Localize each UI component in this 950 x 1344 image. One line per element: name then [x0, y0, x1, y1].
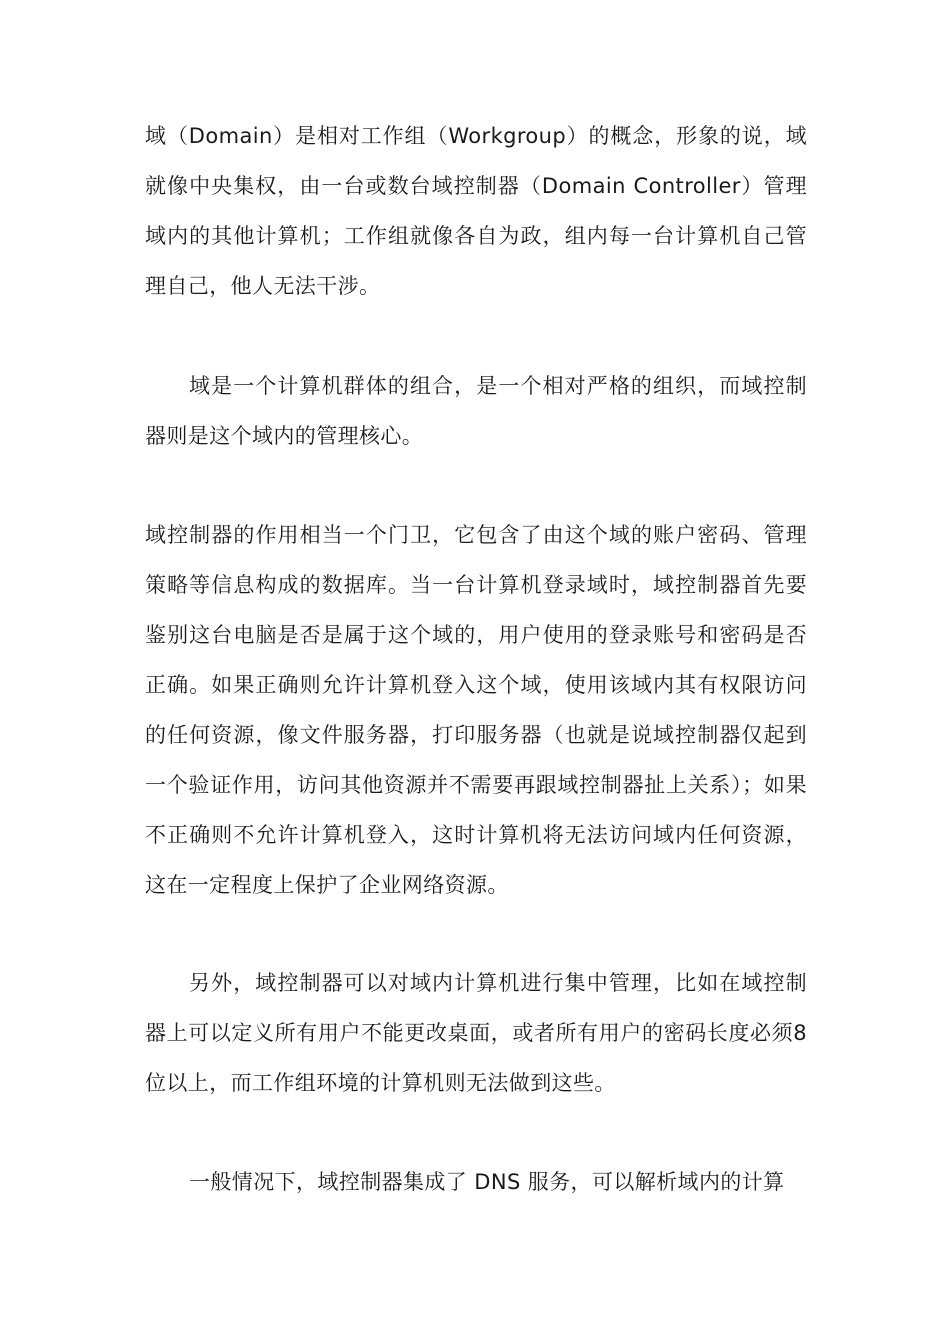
- paragraph-dns-service: 一般情况下，域控制器集成了 DNS 服务，可以解析域内的计算: [189, 1170, 785, 1194]
- paragraph-domain-definition: 域是一个计算机群体的组合，是一个相对严格的组织，而域控制器则是这个域内的管理核心。: [145, 374, 807, 448]
- paragraph-controller-role: 域控制器的作用相当一个门卫，它包含了由这个域的账户密码、管理策略等信息构成的数据库。当一台计算机登录域时，域控制器首先要鉴别这台电脑是否是属于这个域的，用户使用的登录账号和密码是否正确。如果正确则允许计算机登入这个域，使用该域内其有权限访问的任何资源，像文件服务器，打印服务器（也就是说域控制器仅起到一个验证作用，访问其他资源并不需要再跟域控制器扯上关系）；如果不正确则不允许计算机登入，这时计算机将无法访问域内任何资源，这在一定程度上保护了企业网络资源。: [145, 523, 807, 897]
- paragraph-centralized-management: 另外，域控制器可以对域内计算机进行集中管理，比如在域控制器上可以定义所有用户不能更改桌面，或者所有用户的密码长度必须8位以上，而工作组环境的计算机则无法做到这些。: [145, 971, 807, 1095]
- paragraph-domain-vs-workgroup: 域（Domain）是相对工作组（Workgroup）的概念，形象的说，域就像中央集权，由一台或数台域控制器（Domain Controller）管理域内的其他计算机；工作组就像各自为政，组内每一台计算机自己管理自己，他人无法干涉。: [145, 124, 807, 298]
